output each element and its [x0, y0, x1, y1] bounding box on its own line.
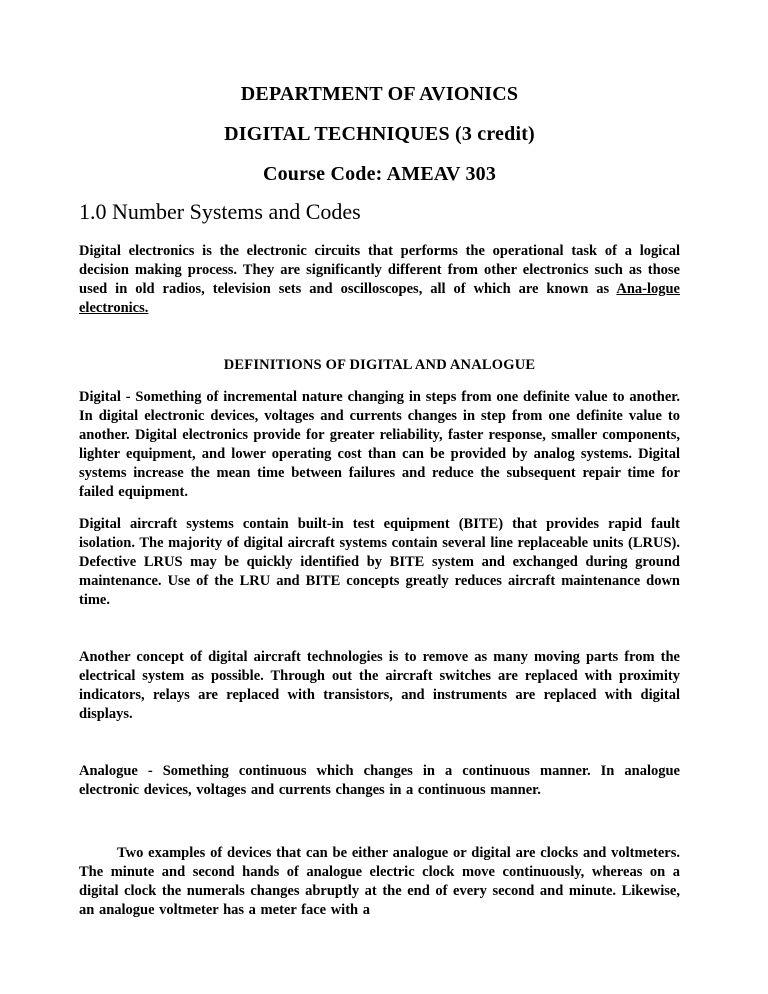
intro-paragraph-underlined-phrase: Ana-logue electronics. — [79, 281, 680, 316]
course-code: Course Code: AMEAV 303 — [262, 163, 497, 185]
intro-paragraph — [79, 242, 680, 318]
course-title: DIGITAL TECHNIQUES (3 credit) — [224, 123, 535, 145]
moving-parts-paragraph: Another concept of digital aircraft technologies is to remove as many moving parts from the electrical system as possible. Through out the aircraft switches are replaced with proximity indicators, relays are replaced with transistors, and instruments are replaced with digital displays. — [79, 649, 680, 722]
bite-paragraph: Digital aircraft systems contain built-in test equipment (BITE) that provides rapid fault isolation. The majority of digital aircraft systems contain several line replaceable units (LRUS). Defective LRUS may be quickly identified by BITE system and exchanged during ground maintenance. Use of the LRU and BITE concepts greatly reduces aircraft maintenance down time. — [79, 516, 680, 608]
intro-paragraph-text: Digital electronics is the electronic circuits that performs the operational task of a logical decision making process. They are significantly different from other electronics such as those used in old radios, television sets and oscilloscopes, all of which are known as — [79, 243, 680, 297]
analogue-definition-paragraph: Analogue - Something continuous which changes in a continuous manner. In analogue electronic devices, voltages and currents changes in a continuous manner. — [79, 763, 680, 798]
section-heading-number-systems: 1.0 Number Systems and Codes — [79, 199, 361, 224]
examples-paragraph: Two examples of devices that can be either analogue or digital are clocks and voltmeters. The minute and second hands of analogue electric clock move continuously, whereas on a digital clock the numerals changes abruptly at the end of every second and minute. Likewise, an analogue voltmeter has a meter face with a — [79, 845, 680, 918]
digital-definition-paragraph: Digital - Something of incremental nature changing in steps from one definite value to another. In digital electronic devices, voltages and currents changes in step from one definite value to another. Digital electronics provide for greater reliability, faster response, smaller components, lighter equipment, and lower operating cost than can be provided by analog systems. Digital systems increase the mean time between failures and reduce the subsequent repair time for failed equipment. — [79, 389, 680, 500]
definitions-heading: DEFINITIONS OF DIGITAL AND ANALOGUE — [223, 357, 536, 373]
department-title: DEPARTMENT OF AVIONICS — [240, 83, 519, 105]
